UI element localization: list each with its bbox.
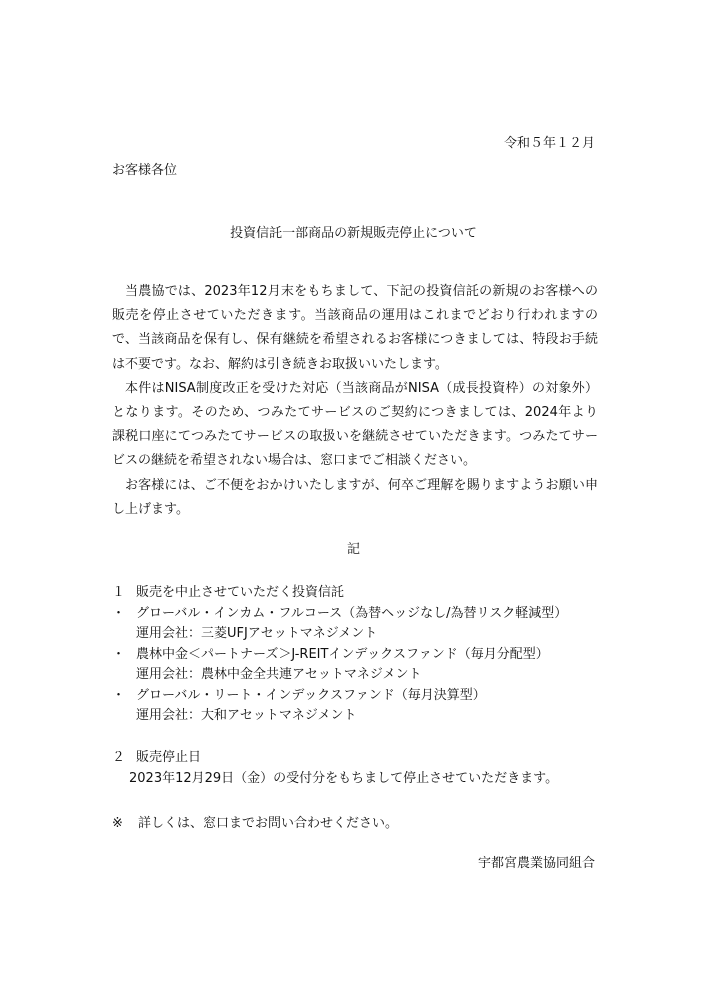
bullet-mark: ・ bbox=[112, 687, 126, 703]
section-title: 販売を中止させていただく投資信託 bbox=[136, 585, 345, 600]
fund-name: グローバル・インカム・フルコース（為替ヘッジなし/為替リスク軽減型） bbox=[136, 605, 568, 621]
section-number: ２ bbox=[112, 750, 126, 765]
section-heading bbox=[112, 583, 612, 604]
document-title: 投資信託一部商品の新規販売停止について bbox=[230, 226, 477, 241]
bullet-mark: ・ bbox=[112, 646, 126, 662]
body-paragraph: 本件はNISA制度改正を受けた対応（当該商品がNISA（成長投資枠）の対象外）となります。そのため、つみたてサービスのご契約につきましては、2024年より課税口座にてつみたてサービスの取扱いを継続させていただきます。つみたてサービスの継続を希望されない場合は、窓口までご相談ください。 bbox=[112, 380, 598, 469]
section-title: 販売停止日 bbox=[136, 750, 202, 765]
section-heading bbox=[112, 748, 612, 769]
fund-name: グローバル・リート・インデックスファンド（毎月決算型） bbox=[136, 687, 486, 703]
note-text: 詳しくは、窓口までお問い合わせください。 bbox=[138, 816, 399, 831]
issue-date: 令和５年１２月 bbox=[503, 136, 595, 151]
note bbox=[112, 815, 398, 833]
fund-company: 運用会社：農林中金全共連アセットマネジメント bbox=[136, 667, 422, 682]
ki-heading: 記 bbox=[346, 542, 360, 557]
note-mark: ※ bbox=[112, 816, 123, 831]
body-paragraph: お客様には、ご不便をおかけいたしますが、何卒ご理解を賜りますようお願い申し上げます。 bbox=[112, 477, 598, 517]
fund-item bbox=[112, 604, 612, 625]
section-body: 2023年12月29日（金）の受付分をもちまして停止させていただきます。 bbox=[129, 770, 559, 786]
bullet-mark: ・ bbox=[112, 605, 126, 621]
section-2 bbox=[112, 748, 612, 789]
fund-company: 運用会社：三菱UFJアセットマネジメント bbox=[136, 626, 378, 641]
section-1 bbox=[112, 583, 612, 727]
signature: 宇都宮農業協同組合 bbox=[477, 856, 595, 871]
fund-name: 農林中金＜パートナーズ＞J-REITインデックスファンド（毎月分配型） bbox=[136, 646, 549, 662]
body-paragraph: 当農協では、2023年12月末をもちまして、下記の投資信託の新規のお客様への販売を停止させていただきます。当該商品の運用はこれまでどおり行われますので、当該商品を保有し、保有継続を希望されるお客様につきましては、特段お手続は不要です。なお、解約は引き続きお取扱いいたします。 bbox=[112, 284, 598, 372]
section-number: １ bbox=[112, 585, 126, 600]
fund-item bbox=[112, 686, 612, 707]
fund-company: 運用会社：大和アセットマネジメント bbox=[136, 708, 357, 723]
fund-item bbox=[112, 645, 612, 666]
addressee: お客様各位 bbox=[112, 163, 178, 178]
body-text bbox=[112, 280, 598, 522]
